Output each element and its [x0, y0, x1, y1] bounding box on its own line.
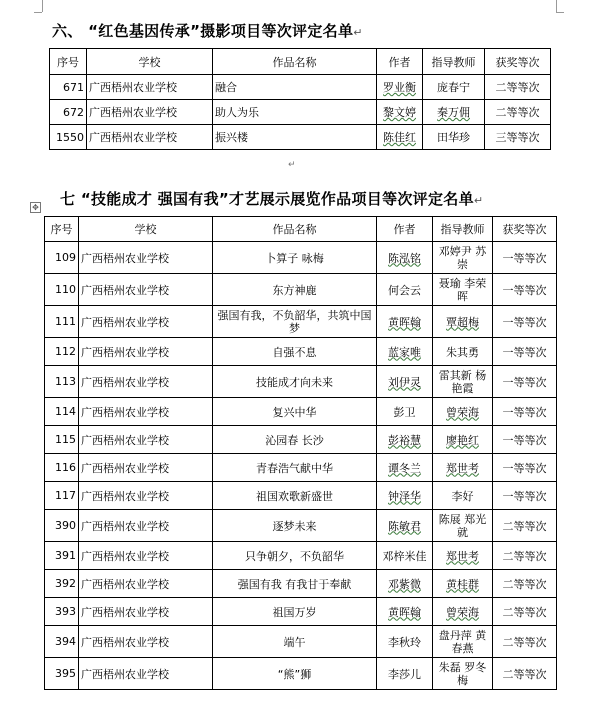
cell-school: 广西梧州农业学校: [79, 658, 213, 690]
cell-award: 一等等次: [493, 398, 557, 426]
cell-no: 671: [50, 75, 87, 100]
cell-no: 114: [45, 398, 79, 426]
cell-school: 广西梧州农业学校: [79, 626, 213, 658]
cell-author: 陈泓铭: [377, 242, 433, 274]
cell-school: 广西梧州农业学校: [79, 306, 213, 338]
col-header-school: 学校: [87, 49, 213, 75]
cell-award: 一等等次: [493, 366, 557, 398]
cell-award: 一等等次: [493, 454, 557, 482]
cell-author: 陈佳红: [377, 125, 423, 150]
cell-author: 李莎儿: [377, 658, 433, 690]
cell-no: 115: [45, 426, 79, 454]
cell-teacher: 秦万佣: [423, 100, 485, 125]
cell-school: 广西梧州农业学校: [79, 338, 213, 366]
cell-no: 117: [45, 482, 79, 510]
cell-teacher: 陈展 郑光就: [433, 510, 493, 542]
col-header-no: 序号: [50, 49, 87, 75]
cell-award: 二等等次: [493, 570, 557, 598]
cell-no: 394: [45, 626, 79, 658]
cell-award: 二等等次: [493, 542, 557, 570]
page-corner-mark: [34, 12, 42, 13]
table-row: [45, 510, 557, 542]
cell-no: 113: [45, 366, 79, 398]
section6-title: [52, 20, 363, 41]
cell-school: 广西梧州农业学校: [79, 426, 213, 454]
col-header-school: 学校: [79, 217, 213, 242]
cell-no: 395: [45, 658, 79, 690]
cell-award: 一等等次: [493, 306, 557, 338]
cell-teacher: 盘丹萍 黄春燕: [433, 626, 493, 658]
cell-author: 彭卫: [377, 398, 433, 426]
cell-award: 一等等次: [493, 426, 557, 454]
cell-work: 端午: [213, 626, 377, 658]
page-corner-mark: [556, 0, 557, 12]
cell-teacher: 田华珍: [423, 125, 485, 150]
cell-work: 强国有我，不负韶华，共筑中国梦: [213, 306, 377, 338]
table-row: [45, 454, 557, 482]
cell-no: 392: [45, 570, 79, 598]
cell-school: 广西梧州农业学校: [79, 482, 213, 510]
table-row: [45, 306, 557, 338]
cell-teacher: 庞春宁: [423, 75, 485, 100]
cell-teacher: 郑世考: [433, 542, 493, 570]
section7-title-text: 七 “技能成才 强国有我”才艺展示展览作品项目等次评定名单: [60, 190, 474, 208]
section7-title: [60, 188, 483, 209]
paragraph-return-icon: ↵: [353, 26, 363, 39]
table-row: [45, 274, 557, 306]
cell-author: 谭冬兰: [377, 454, 433, 482]
cell-work: 复兴中华: [213, 398, 377, 426]
col-header-work: 作品名称: [213, 49, 377, 75]
table-row: [50, 75, 551, 100]
col-header-author: 作者: [377, 217, 433, 242]
cell-award: 一等等次: [493, 338, 557, 366]
cell-teacher: 郑世考: [433, 454, 493, 482]
table-row: [45, 338, 557, 366]
cell-award: 二等等次: [493, 598, 557, 626]
cell-award: 二等等次: [493, 658, 557, 690]
cell-school: 广西梧州农业学校: [79, 366, 213, 398]
section7-table: [44, 216, 557, 690]
cell-teacher: 聂瑜 李荣晖: [433, 274, 493, 306]
cell-author: 黎文婷: [377, 100, 423, 125]
cell-school: 广西梧州农业学校: [79, 454, 213, 482]
cell-no: 116: [45, 454, 79, 482]
cell-school: 广西梧州农业学校: [87, 75, 213, 100]
page-corner-mark: [42, 0, 43, 12]
paragraph-return-icon: ↵: [288, 160, 296, 170]
col-header-teacher: 指导教师: [423, 49, 485, 75]
cell-teacher: 曾荣海: [433, 398, 493, 426]
cell-author: 何会云: [377, 274, 433, 306]
cell-school: 广西梧州农业学校: [87, 125, 213, 150]
cell-award: 三等等次: [485, 125, 551, 150]
cell-teacher: 朱磊 罗冬梅: [433, 658, 493, 690]
cell-author: 陈敏君: [377, 510, 433, 542]
section7-header-row: [45, 217, 557, 242]
cell-work: 青春浩气献中华: [213, 454, 377, 482]
cell-work: 自强不息: [213, 338, 377, 366]
cell-teacher: 李好: [433, 482, 493, 510]
cell-work: 助人为乐: [213, 100, 377, 125]
cell-school: 广西梧州农业学校: [79, 274, 213, 306]
cell-work: “熊”狮: [213, 658, 377, 690]
cell-no: 111: [45, 306, 79, 338]
cell-school: 广西梧州农业学校: [79, 598, 213, 626]
cell-work: 技能成才向未来: [213, 366, 377, 398]
table-row: [45, 626, 557, 658]
cell-teacher: 邓婷尹 苏崇: [433, 242, 493, 274]
col-header-author: 作者: [377, 49, 423, 75]
table-row: [45, 398, 557, 426]
cell-no: 391: [45, 542, 79, 570]
cell-no: 393: [45, 598, 79, 626]
cell-award: 一等等次: [493, 274, 557, 306]
col-header-work: 作品名称: [213, 217, 377, 242]
cell-teacher: 曾荣海: [433, 598, 493, 626]
cell-no: 1550: [50, 125, 87, 150]
cell-work: 融合: [213, 75, 377, 100]
col-header-award: 获奖等次: [493, 217, 557, 242]
cell-teacher: 廖艳红: [433, 426, 493, 454]
col-header-award: 获奖等次: [485, 49, 551, 75]
cell-author: 罗业衡: [377, 75, 423, 100]
paragraph-return-icon: ↵: [473, 194, 484, 207]
table-row: [45, 242, 557, 274]
cell-author: 蓝家唯: [377, 338, 433, 366]
table-row: [45, 598, 557, 626]
table-row: [45, 482, 557, 510]
cell-award: 二等等次: [493, 626, 557, 658]
cell-award: 一等等次: [493, 482, 557, 510]
cell-teacher: 覃超梅: [433, 306, 493, 338]
cell-work: 逐梦未来: [213, 510, 377, 542]
table-row: [50, 100, 551, 125]
cell-no: 672: [50, 100, 87, 125]
col-header-no: 序号: [45, 217, 79, 242]
table-row: [45, 570, 557, 598]
cell-school: 广西梧州农业学校: [79, 242, 213, 274]
page-corner-mark: [556, 12, 564, 13]
cell-author: 邓紫微: [377, 570, 433, 598]
col-header-teacher: 指导教师: [433, 217, 493, 242]
cell-no: 110: [45, 274, 79, 306]
cell-work: 沁园春 长沙: [213, 426, 377, 454]
table-row: [45, 426, 557, 454]
table-row: [45, 542, 557, 570]
cell-school: 广西梧州农业学校: [79, 510, 213, 542]
table-row: [45, 658, 557, 690]
cell-work: 东方神鹿: [213, 274, 377, 306]
cell-work: 只争朝夕，不负韶华: [213, 542, 377, 570]
cell-author: 邓梓米佳: [377, 542, 433, 570]
cell-author: 刘伊灵: [377, 366, 433, 398]
cell-teacher: 雷其新 杨艳霞: [433, 366, 493, 398]
cell-teacher: 黄桂群: [433, 570, 493, 598]
cell-author: 彭裕慧: [377, 426, 433, 454]
section6-title-text: 六、 “红色基因传承”摄影项目等次评定名单: [52, 22, 354, 40]
cell-author: 钟泽华: [377, 482, 433, 510]
table-move-handle-icon[interactable]: ✥: [30, 202, 41, 213]
cell-award: 二等等次: [493, 510, 557, 542]
cell-school: 广西梧州农业学校: [87, 100, 213, 125]
table-row: [45, 366, 557, 398]
cell-teacher: 朱其勇: [433, 338, 493, 366]
cell-author: 黄晖翰: [377, 306, 433, 338]
cell-no: 109: [45, 242, 79, 274]
cell-work: 祖国欢歌新盛世: [213, 482, 377, 510]
table-row: [50, 125, 551, 150]
section6-table: [49, 48, 551, 150]
cell-work: 卜算子 咏梅: [213, 242, 377, 274]
cell-school: 广西梧州农业学校: [79, 570, 213, 598]
cell-no: 112: [45, 338, 79, 366]
section6-header-row: [50, 49, 551, 75]
cell-award: 一等等次: [493, 242, 557, 274]
cell-award: 二等等次: [485, 100, 551, 125]
cell-author: 李秋玲: [377, 626, 433, 658]
cell-award: 二等等次: [485, 75, 551, 100]
cell-work: 振兴楼: [213, 125, 377, 150]
cell-author: 黄晖翰: [377, 598, 433, 626]
cell-school: 广西梧州农业学校: [79, 398, 213, 426]
cell-school: 广西梧州农业学校: [79, 542, 213, 570]
cell-work: 强国有我 有我甘于奉献: [213, 570, 377, 598]
cell-work: 祖国万岁: [213, 598, 377, 626]
cell-no: 390: [45, 510, 79, 542]
